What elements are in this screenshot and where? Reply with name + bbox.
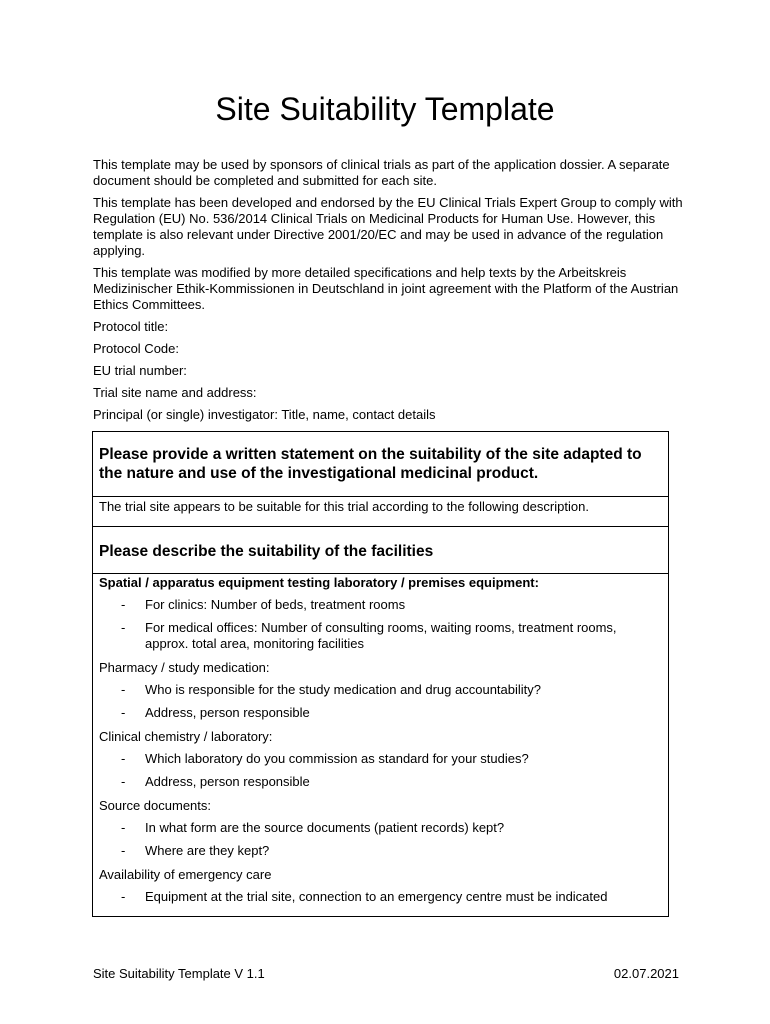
field-eu-trial-number: EU trial number: bbox=[93, 363, 187, 378]
category-label: Spatial / apparatus equipment testing laboratory / premises equipment: bbox=[99, 575, 539, 590]
category-label: Clinical chemistry / laboratory: bbox=[99, 729, 273, 744]
list-item-text: Who is responsible for the study medication and drug accountability? bbox=[145, 682, 541, 697]
list-item bbox=[99, 620, 662, 652]
dash-bullet: - bbox=[121, 889, 126, 904]
list-item bbox=[99, 843, 662, 859]
list-item-text: Address, person responsible bbox=[145, 705, 310, 720]
dash-bullet: - bbox=[121, 843, 126, 858]
statement-heading-cell bbox=[93, 432, 668, 497]
intro-paragraph: This template was modified by more detailed specifications and help texts by the Arbeitskreis Medizinischer Ethik-Kommissionen in Deutschland in joint agreement with the Platform of the Austrian Ethics Committees. bbox=[93, 265, 679, 312]
dash-bullet: - bbox=[121, 620, 126, 635]
field-principal-investigator: Principal (or single) investigator: Title, name, contact details bbox=[93, 407, 436, 422]
facilities-body-cell bbox=[93, 574, 668, 916]
list-item-text: Equipment at the trial site, connection to an emergency centre must be indicated bbox=[145, 889, 608, 904]
list-item-text: Which laboratory do you commission as standard for your studies? bbox=[145, 751, 529, 766]
dash-bullet: - bbox=[121, 751, 126, 766]
page-title: Site Suitability Template bbox=[215, 91, 555, 127]
facilities-body bbox=[93, 574, 668, 916]
category-label: Pharmacy / study medication: bbox=[99, 660, 270, 675]
footer-date: 02.07.2021 bbox=[613, 966, 679, 981]
dash-bullet: - bbox=[121, 774, 126, 789]
field-protocol-title: Protocol title: bbox=[93, 319, 169, 334]
dash-bullet: - bbox=[121, 682, 126, 697]
dash-bullet: - bbox=[121, 705, 126, 720]
dash-bullet: - bbox=[121, 597, 126, 612]
list-item bbox=[99, 889, 662, 905]
field-trial-site-name: Trial site name and address: bbox=[93, 385, 257, 400]
intro-paragraph: This template may be used by sponsors of clinical trials as part of the application dossier. A separate document should be completed and submitted for each site. bbox=[93, 157, 670, 188]
list-item-text: Address, person responsible bbox=[145, 774, 310, 789]
list-item-text: For clinics: Number of beds, treatment rooms bbox=[145, 597, 406, 612]
dash-bullet: - bbox=[121, 820, 126, 835]
list-item bbox=[99, 751, 662, 767]
list-item-text: For medical offices: Number of consulting rooms, waiting rooms, treatment rooms, approx. total area, monitoring facilities bbox=[145, 620, 617, 651]
list-item bbox=[99, 820, 662, 836]
statement-heading: Please provide a written statement on the suitability of the site adapted to the nature and use of the investigational medicinal product. bbox=[99, 446, 642, 482]
footer-version: Site Suitability Template V 1.1 bbox=[93, 966, 265, 981]
category-label: Source documents: bbox=[99, 798, 212, 813]
statement-text-cell bbox=[93, 497, 668, 527]
intro-section bbox=[93, 157, 693, 429]
list-item-text: Where are they kept? bbox=[145, 843, 270, 858]
facilities-heading-cell bbox=[93, 527, 668, 574]
suitability-table bbox=[92, 431, 669, 917]
field-protocol-code: Protocol Code: bbox=[93, 341, 179, 356]
intro-paragraph: This template has been developed and endorsed by the EU Clinical Trials Expert Group to comply with Regulation (EU) No. 536/2014 Clinical Trials on Medicinal Products for Human Use. However, this template is also relevant under Directive 2001/20/EC and may be used in advance of the regulation applying. bbox=[93, 195, 683, 258]
list-item bbox=[99, 774, 662, 790]
list-item-text: In what form are the source documents (patient records) kept? bbox=[145, 820, 505, 835]
statement-text: The trial site appears to be suitable for this trial according to the following description. bbox=[99, 499, 589, 514]
list-item bbox=[99, 705, 662, 721]
list-item bbox=[99, 597, 662, 613]
facilities-heading: Please describe the suitability of the facilities bbox=[99, 543, 434, 560]
category-label: Availability of emergency care bbox=[99, 867, 272, 882]
list-item bbox=[99, 682, 662, 698]
